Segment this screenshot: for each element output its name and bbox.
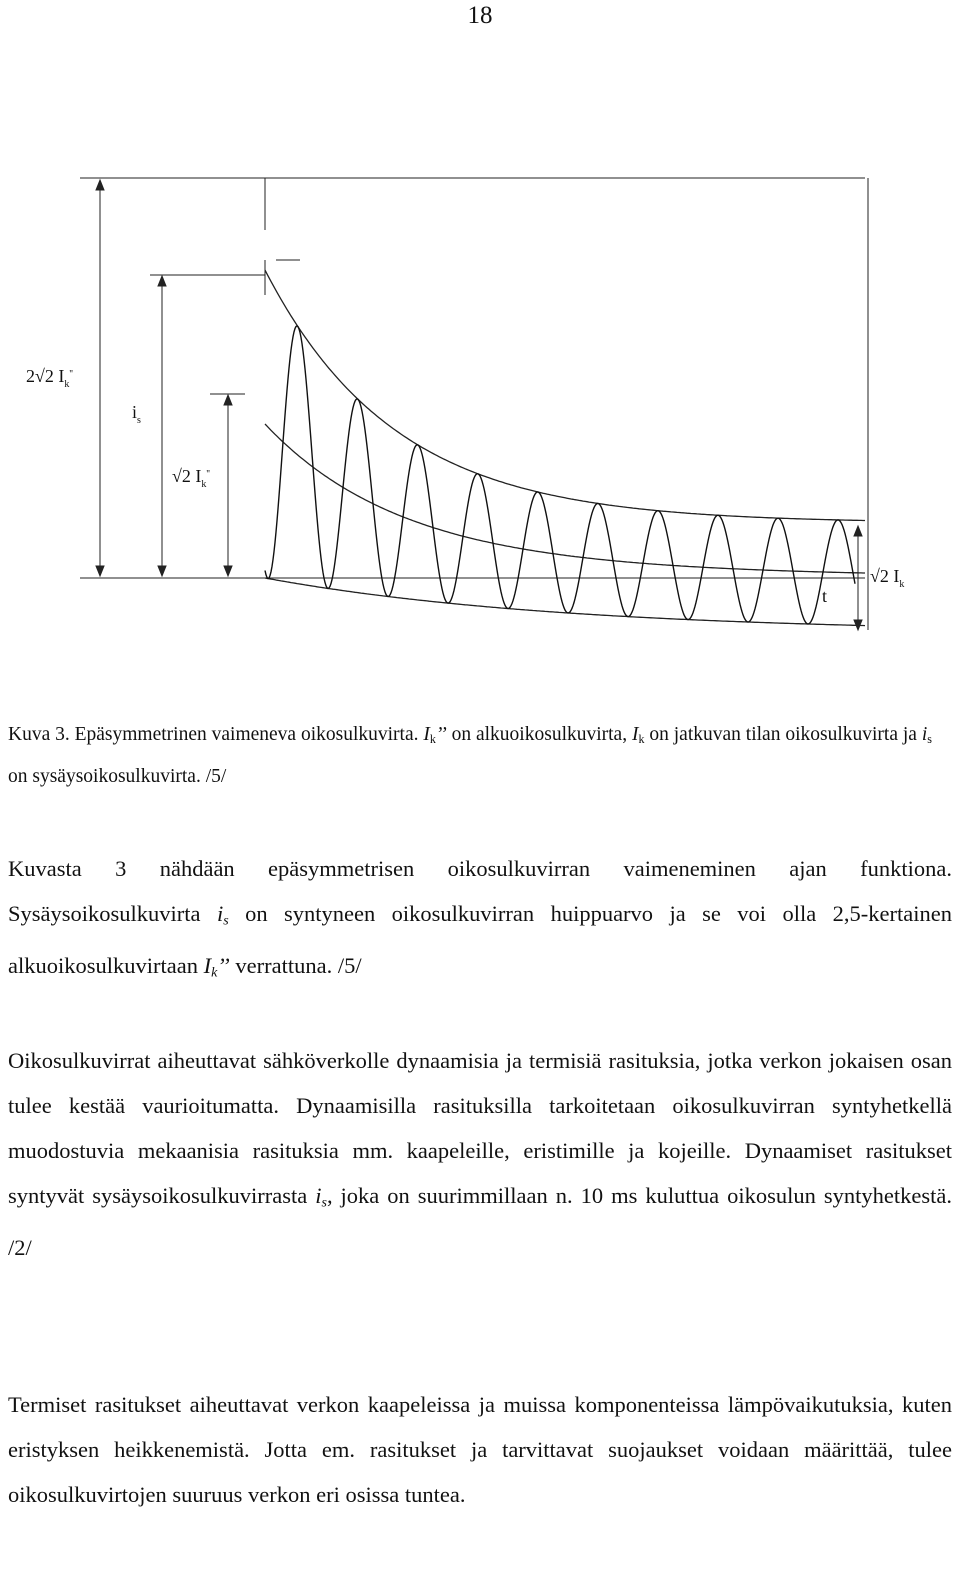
subscript: s [223,913,229,929]
paragraph-text: , joka on suurimmillaan n. 10 ms kuluttua oikosulun syntyhetkestä. /2/ [8,1183,952,1261]
subscript: k [211,965,218,981]
figure-caption [8,716,952,795]
symbol-is: i [315,1183,322,1208]
caption-text: on jatkuvan tilan oikosulkuvirta ja [644,724,922,745]
arrow-down-icon [96,566,104,576]
figure-svg [0,170,960,650]
subscript: s [321,1195,327,1211]
paragraph-2 [8,1038,952,1270]
short-circuit-current-wave [265,326,855,624]
label-sqrt2-ik-initial: √2 $I_k''$ [172,466,210,490]
primes: ’’ [435,724,447,745]
paragraph-text: on syntyneen oikosulkuvirran huippuarvo ja se voi olla 2,5-kertainen alkuoikosulkuvirtaan [8,901,952,979]
caption-prefix: Kuva 3. Epäsymmetrinen vaimeneva oikosulkuvirta. [8,724,424,745]
arrow-up-icon [158,276,166,286]
label-t: t [822,586,828,606]
paragraph-3: Termiset rasitukset aiheuttavat verkon kaapeleissa ja muissa komponenteissa lämpövaikutuksia, kuten eristyksen heikkenemistä. Jotta em. rasitukset ja tarvittavat suojaukset voidaan määrittää, tulee oikosulkuvirtojen suuruus verkon eri osissa tuntea. [8,1392,952,1507]
subscript: k [638,732,645,747]
upper-envelope-curve [265,270,865,521]
arrow-down-icon [224,566,232,576]
page-number: 18 [467,2,493,29]
symbol-is: i [216,901,224,926]
lower-envelope-curve [265,578,865,626]
symbol-ik: I [631,724,639,745]
symbol-ik-initial: I [203,953,212,979]
arrow-down-icon [158,566,166,576]
arrow-up-icon [224,395,232,405]
arrow-up-icon [96,180,104,190]
dc-component-curve [265,424,865,573]
caption-text: on alkuoikosulkuvirta, [446,724,632,745]
label-is: $i_s$ [132,402,141,426]
label-sqrt2-ik: √2 $I_k$ [870,566,905,590]
subscript: s [927,732,932,747]
label-2sqrt2-ik-initial: 2√2 $I_k''$ [26,366,73,390]
caption-text: on sysäysoikosulkuvirta. /5/ [8,766,227,788]
paragraph-text: verrattuna. /5/ [229,953,362,979]
short-circuit-current-figure [0,170,960,650]
paragraph-1 [8,846,952,996]
symbol-ik-initial: I [423,724,430,745]
paragraph-text: Kuvasta 3 nähdään epäsymmetrisen oikosulkuvirran vaimeneminen ajan funktiona. Sysäysoikosulkuvirta [8,856,952,926]
paragraph-text: Oikosulkuvirrat aiheuttavat sähköverkolle dynaamisia ja termisiä rasituksia, jotka verkon jokaisen osan tulee kestää vaurioitumatta. Dynaamisilla rasituksilla tarkoitetaan oikosulkuvirran syntyhetkellä muodostuvia mekaanisia rasituksia mm. kaapeleille, eristimille ja kojeille. Dynaamiset rasitukset syntyvät sysäysoikosulkuvirrasta [8,1048,952,1208]
subscript: k [429,732,436,747]
arrow-up-icon [854,526,862,536]
primes: ’’ [217,953,230,979]
symbol-is: i [921,724,928,745]
